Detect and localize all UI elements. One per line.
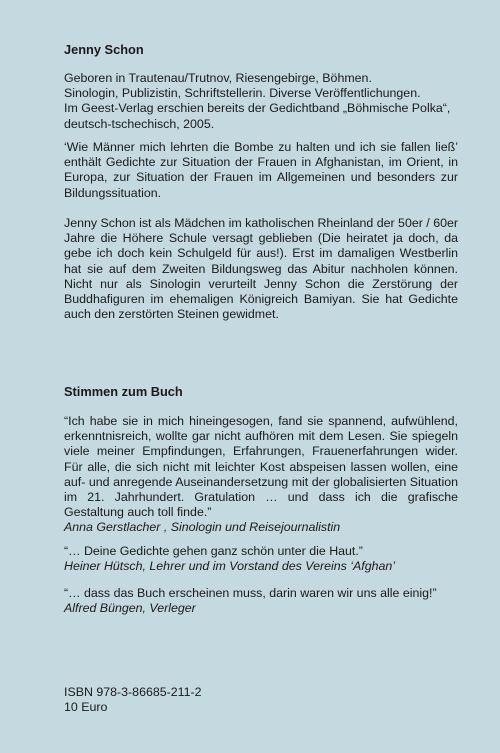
review-2: [64, 544, 458, 574]
bio-line: Im Geest-Verlag erschien bereits der Gedichtband „Böhmische Polka“,: [64, 101, 451, 116]
book-description: [64, 140, 458, 201]
review-quote: “… Deine Gedichte gehen ganz schön unter die Haut.”: [64, 544, 363, 558]
author-background: [64, 216, 458, 322]
book-description-text: ‘Wie Männer mich lehrten die Bombe zu halten und ich sie fallen ließ’ enthält Gedichte zur Situation der Frauen in Afghanistan, im Orient, in Europa, zur Situation der Frauen im Allgemeinen und besonders zur Bildungssituation.: [64, 140, 458, 200]
review-3: [64, 586, 458, 616]
isbn: ISBN 978-3-86685-211-2: [64, 685, 202, 699]
review-quote: “… dass das Buch erscheinen muss, darin waren wir uns alle einig!”: [64, 586, 437, 600]
review-attribution: Alfred Büngen, Verleger: [64, 601, 196, 616]
bio-line: Sinologin, Publizistin, Schriftstellerin. Diverse Veröffentlichungen.: [64, 86, 421, 101]
review-1: [64, 414, 458, 536]
review-quote: “Ich habe sie in mich hineingesogen, fand sie spannend, aufwühlend, erkenntnisreich, wollte gar nicht aufhören mit dem Lesen. Sie spiegeln viele meiner Empfindungen, Erfahrungen, Frauenerfahrungen wider. Für alle, die sich nicht mit leichter Kost abspeisen lassen wollen, eine auf- und anregende Auseinandersetzung mit der globalisierten Situation im 21. Jahrhundert. Gratulation … und dass ich die grafische Gestaltung auch toll finde.”: [64, 414, 458, 520]
book-footer: [64, 685, 458, 715]
author-background-text: Jenny Schon ist als Mädchen im katholischen Rheinland der 50er / 60er Jahre die Höhere Schule versagt geblieben (Die heiratet ja doch, da gebe ich doch kein Schulgeld für aus!). Erst im damaligen Westberlin hat sie auf dem Zweiten Bildungsweg das Abitur nachholen können. Nicht nur als Sinologin verurteilt Jenny Schon die Zerstörung der Buddhafiguren im ehemaligen Königreich Bamiyan. Sie hat Gedichte auch den zerstörten Steinen gewidmet.: [64, 216, 458, 322]
author-bio: [64, 71, 458, 132]
reviews-heading: Stimmen zum Buch: [64, 384, 183, 399]
review-attribution: Heiner Hütsch, Lehrer und im Vorstand des Vereins ‘Afghan’: [64, 559, 396, 574]
author-name: Jenny Schon: [64, 42, 144, 57]
price: 10 Euro: [64, 700, 108, 715]
review-attribution: Anna Gerstlacher , Sinologin und Reisejournalistin: [64, 520, 341, 535]
bio-line: deutsch-tschechisch, 2005.: [64, 116, 215, 131]
bio-line: Geboren in Trautenau/Trutnov, Riesengebirge, Böhmen.: [64, 71, 372, 85]
